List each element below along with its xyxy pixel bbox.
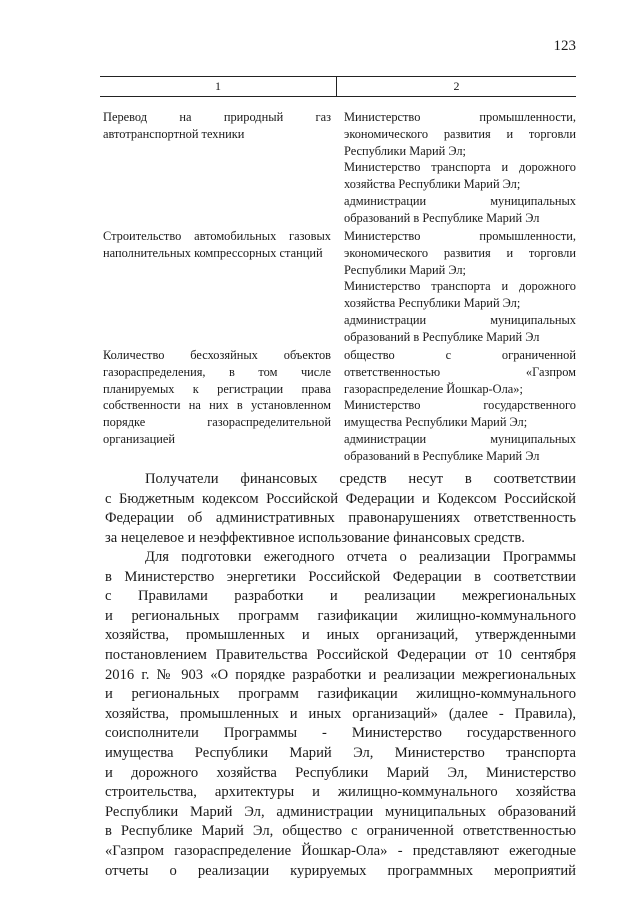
- cell-line: экономического развития и торговли: [344, 126, 576, 141]
- cell-line: Строительство автомобильных газовых: [103, 229, 331, 243]
- cell-line: организацией: [103, 431, 176, 446]
- cell-line: администрации муниципальных: [344, 193, 576, 208]
- cell-line: автотранспортной техники: [103, 126, 245, 141]
- cell-line: Министерство транспорта и дорожного: [344, 160, 576, 175]
- cell-line: Количество бесхозяйных объектов: [103, 348, 331, 362]
- cell-line: ответственностью «Газпром: [344, 364, 576, 379]
- cell-line: газораспределения, в том числе: [103, 364, 331, 379]
- paragraph-line: в Республике Марий Эл, общество с ограниченной ответственностью: [105, 823, 576, 840]
- paragraph-line: хозяйства, промышленных и иных организаций, утвержденными: [105, 627, 576, 644]
- cell-line: Перевод на природный газ: [103, 110, 331, 124]
- cell-line: Республики Марий Эл;: [344, 143, 466, 158]
- cell-line: Министерство государственного: [344, 398, 576, 413]
- paragraph-line: хозяйства, промышленных и иных организаций» (далее - Правила),: [105, 705, 576, 722]
- cell-line: имущества Республики Марий Эл;: [344, 415, 528, 430]
- cell-line: Министерство промышленности,: [344, 229, 576, 243]
- measure-cell: [103, 228, 331, 262]
- executor-cell: [344, 347, 576, 465]
- measure-cell: [103, 347, 331, 448]
- paragraph-line: и региональных программ газификации жилищно-коммунального: [105, 686, 576, 703]
- cell-line: собственности на них в установленном: [103, 398, 331, 413]
- paragraph-line: соисполнители Программы - Министерство государственного: [105, 725, 576, 742]
- paragraph-line: с Правилами разработки и реализации межрегиональных: [105, 588, 576, 605]
- cell-line: образований в Республике Марий Эл: [344, 448, 540, 463]
- cell-line: наполнительных компрессорных станций: [103, 245, 323, 260]
- paragraph-line: 2016 г. № 903 «О порядке разработки и реализации межрегиональных: [105, 666, 576, 683]
- paragraph-line: «Газпром газораспределение Йошкар-Ола» - представляют ежегодные: [105, 842, 576, 859]
- measure-cell: [103, 109, 331, 143]
- cell-line: газораспределение Йошкар-Ола»;: [344, 381, 523, 396]
- paragraph-line: в Министерство энергетики Российской Федерации в соответствии: [105, 568, 576, 585]
- paragraph-line: имущества Республики Марий Эл, Министерство транспорта: [105, 744, 576, 761]
- paragraph-line: Для подготовки ежегодного отчета о реализации Программы: [145, 549, 576, 565]
- report-paragraph: [105, 548, 576, 881]
- paragraph-line: и дорожного хозяйства Республики Марий Эл, Министерство: [105, 764, 576, 781]
- cell-line: образований в Республике Марий Эл: [344, 210, 540, 225]
- paragraph-line: и региональных программ газификации жилищно-коммунального: [105, 607, 576, 624]
- cell-line: Республики Марий Эл;: [344, 262, 466, 277]
- cell-line: Министерство транспорта и дорожного: [344, 279, 576, 294]
- cell-line: Министерство промышленности,: [344, 110, 576, 124]
- page-number: 123: [553, 38, 576, 54]
- responsibility-paragraph: [105, 470, 576, 548]
- cell-line: порядке газораспределительной: [103, 415, 331, 430]
- paragraph-line: Республики Марий Эл, администрации муниципальных образований: [105, 803, 576, 820]
- paragraph-line: за нецелевое и неэффективное использование финансовых средств.: [105, 529, 525, 546]
- cell-line: администрации муниципальных: [344, 312, 576, 327]
- table-header: [100, 76, 576, 97]
- cell-line: хозяйства Республики Марий Эл;: [344, 296, 521, 311]
- executor-cell: [344, 228, 576, 346]
- table-header-col2: 2: [453, 79, 460, 93]
- paragraph-line: постановлением Правительства Российской Федерации от 10 сентября: [105, 646, 576, 663]
- cell-line: хозяйства Республики Марий Эл;: [344, 177, 521, 192]
- paragraph-line: Получатели финансовых средств несут в соответствии: [145, 471, 576, 487]
- paragraph-line: с Бюджетным кодексом Российской Федерации и Кодексом Российской: [105, 490, 576, 507]
- paragraph-line: строительства, архитектуры и жилищно-коммунального хозяйства: [105, 784, 576, 801]
- cell-line: образований в Республике Марий Эл: [344, 329, 540, 344]
- cell-line: планируемых к регистрации права: [103, 381, 331, 396]
- cell-line: администрации муниципальных: [344, 431, 576, 446]
- table-header-col1: 1: [215, 79, 221, 93]
- cell-line: общество с ограниченной: [344, 348, 576, 362]
- cell-line: экономического развития и торговли: [344, 245, 576, 260]
- executor-cell: [344, 109, 576, 227]
- paragraph-line: Федерации об административных правонарушениях ответственность: [105, 510, 576, 527]
- paragraph-line: отчеты о реализации курируемых программных мероприятий: [105, 862, 576, 879]
